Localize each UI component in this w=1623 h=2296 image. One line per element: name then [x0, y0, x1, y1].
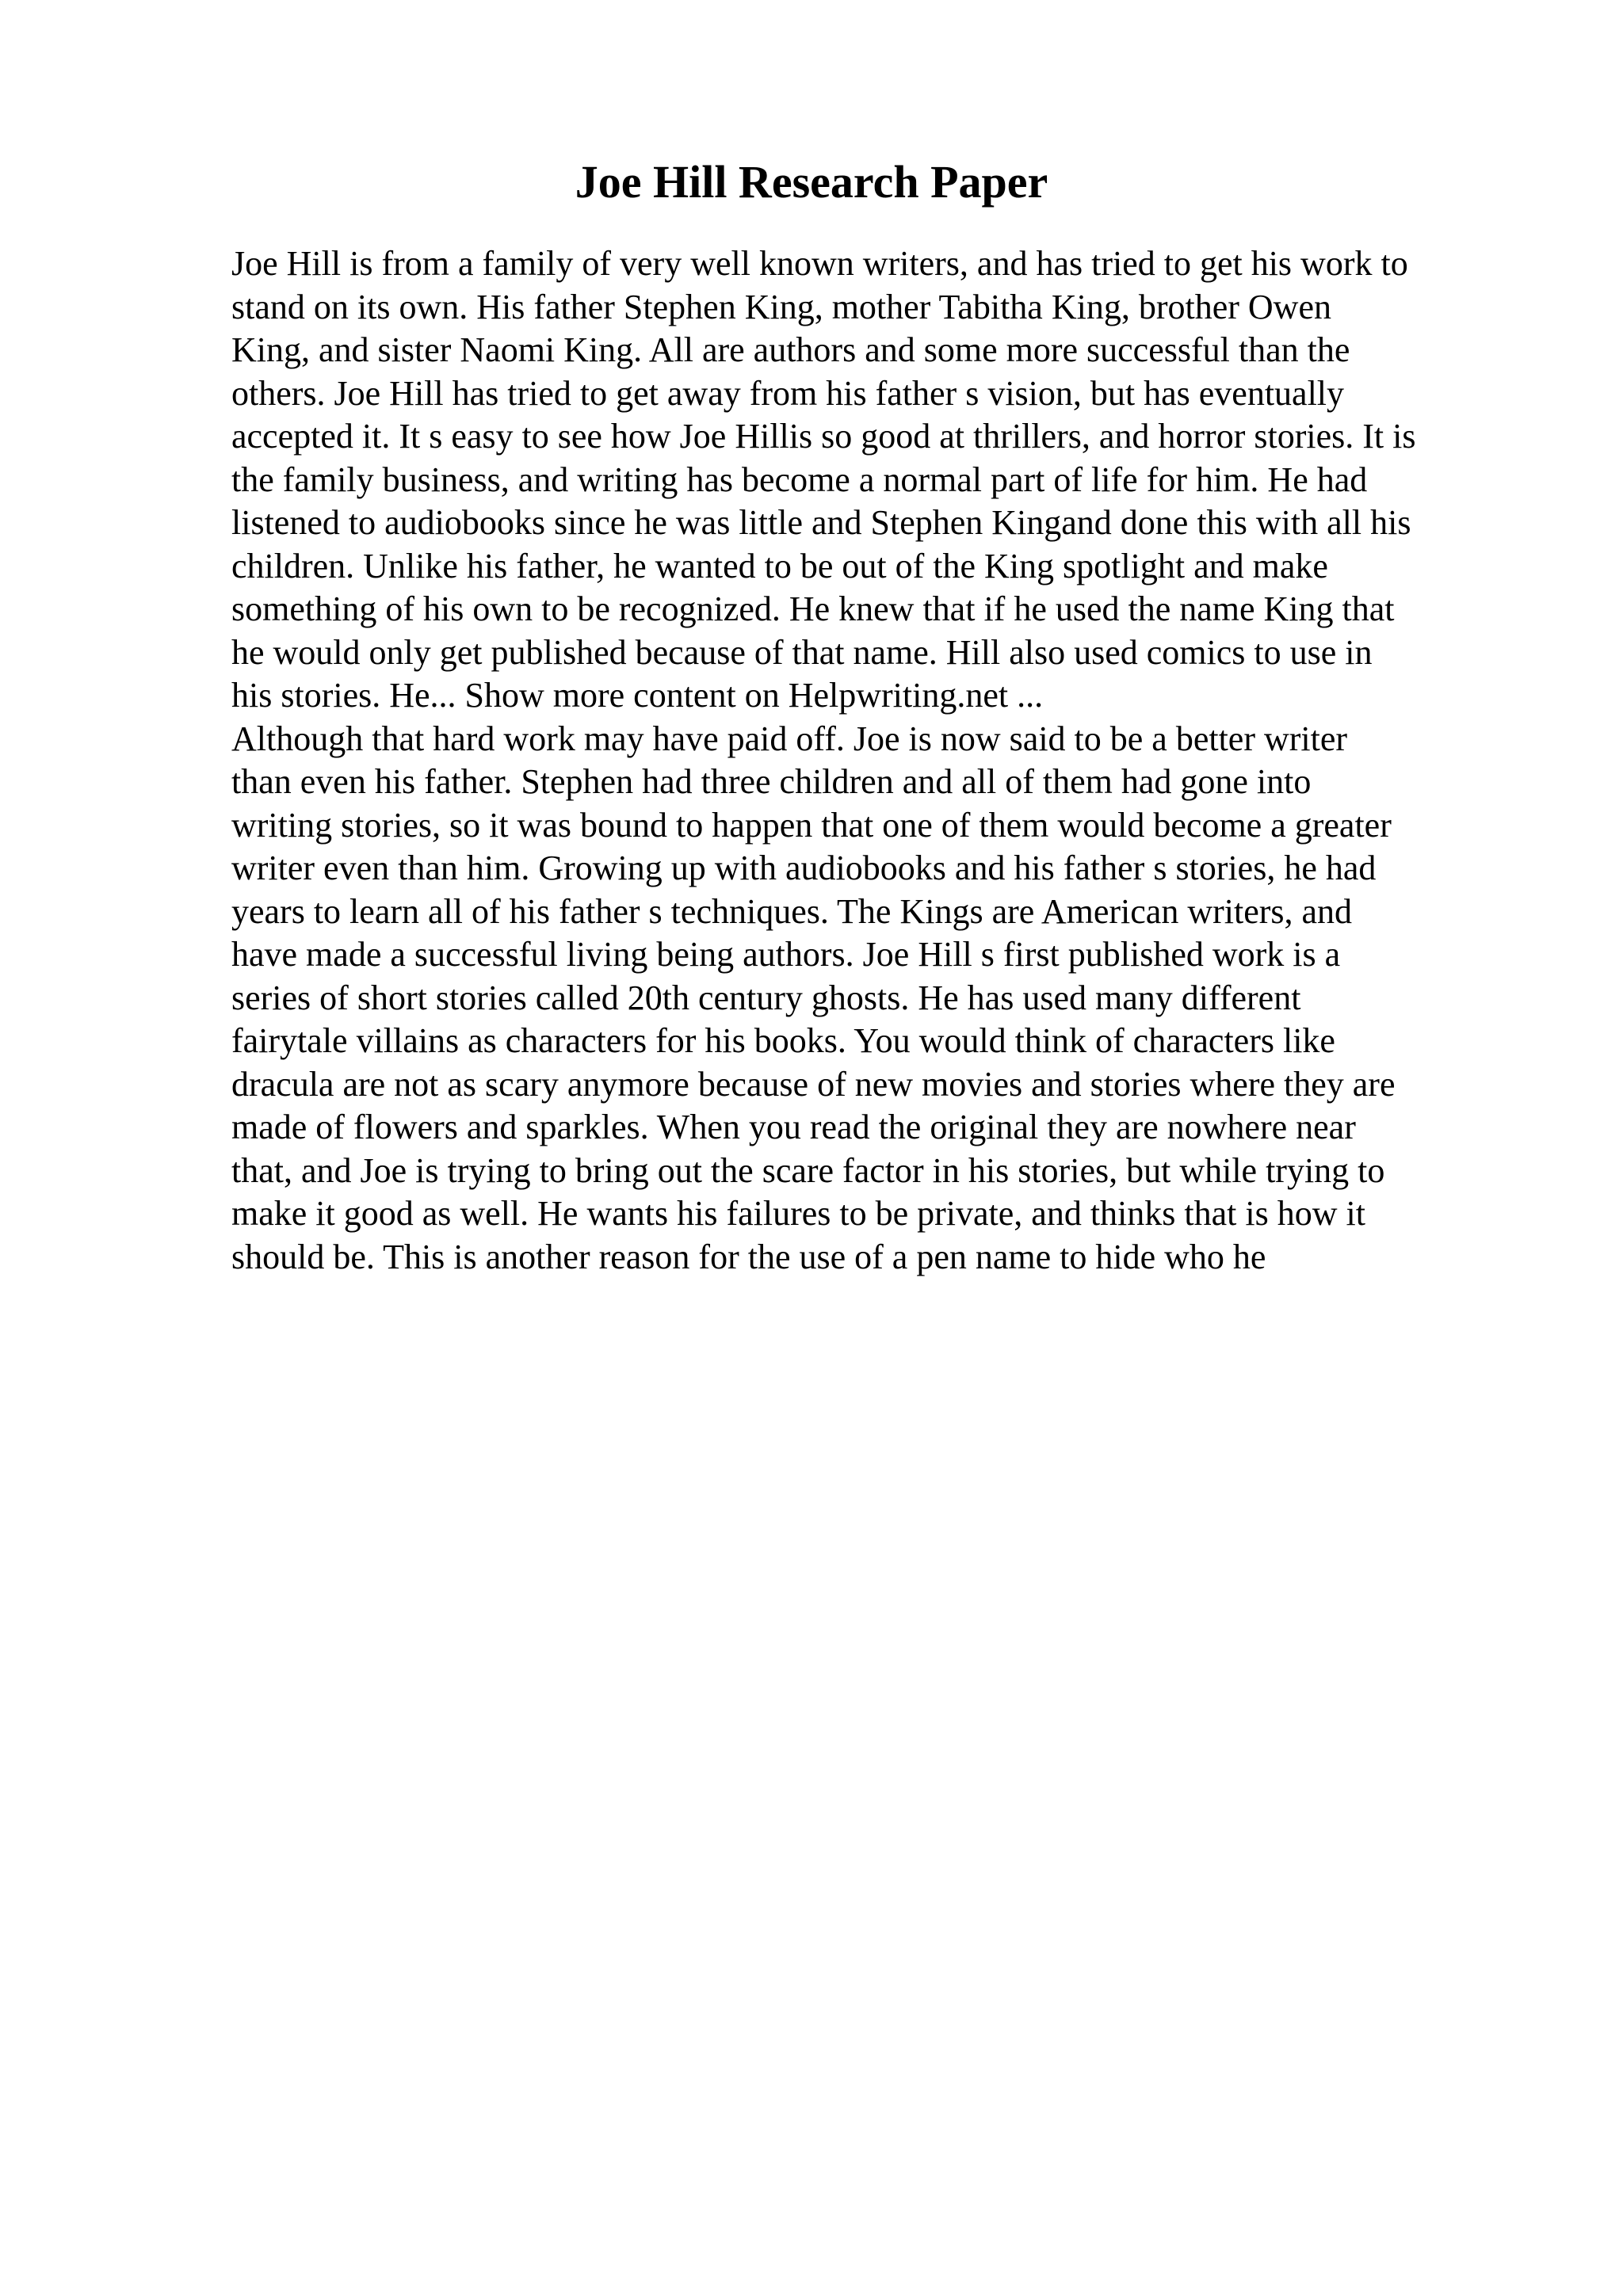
text-line: have made a successful living being authors. Joe Hill s first published work is a: [231, 935, 1341, 974]
text-line: Joe Hill is from a family of very well known writers, and has tried to get his work to: [231, 244, 1408, 283]
text-line: series of short stories called 20th century ghosts. He has used many different: [231, 978, 1301, 1017]
text-line: accepted it. It s easy to see how Joe Hillis so good at thrillers, and horror stories. It is: [231, 417, 1416, 456]
text-line: make it good as well. He wants his failures to be private, and thinks that is how it: [231, 1194, 1365, 1233]
body-text: [231, 242, 1515, 1279]
text-line: Although that hard work may have paid off. Joe is now said to be a better writer: [231, 719, 1348, 758]
text-line: that, and Joe is trying to bring out the scare factor in his stories, but while trying to: [231, 1150, 1385, 1190]
text-line: his stories. He... Show more content on Helpwriting.net ...: [231, 676, 1044, 715]
text-line: listened to audiobooks since he was little and Stephen Kingand done this with all his: [231, 503, 1411, 542]
page-title: Joe Hill Research Paper: [575, 156, 1048, 208]
text-line: years to learn all of his father s techniques. The Kings are American writers, and: [231, 891, 1353, 931]
text-line: stand on its own. His father Stephen King, mother Tabitha King, brother Owen: [231, 287, 1331, 326]
text-line: fairytale villains as characters for his books. You would think of characters like: [231, 1021, 1335, 1060]
text-line: children. Unlike his father, he wanted to be out of the King spotlight and make: [231, 546, 1328, 585]
text-line: others. Joe Hill has tried to get away from his father s vision, but has eventually: [231, 373, 1345, 413]
text-line: he would only get published because of that name. Hill also used comics to use in: [231, 632, 1373, 672]
text-line: made of flowers and sparkles. When you read the original they are nowhere near: [231, 1108, 1356, 1146]
text-line: should be. This is another reason for the use of a pen name to hide who he: [231, 1237, 1266, 1276]
text-line: than even his father. Stephen had three children and all of them had gone into: [231, 762, 1312, 801]
text-line: the family business, and writing has become a normal part of life for him. He had: [231, 460, 1368, 499]
text-line: writing stories, so it was bound to happen that one of them would become a greater: [231, 805, 1392, 845]
text-line: King, and sister Naomi King. All are authors and some more successful than the: [231, 330, 1350, 369]
text-line: dracula are not as scary anymore because of new movies and stories where they are: [231, 1064, 1396, 1104]
text-line: writer even than him. Growing up with audiobooks and his father s stories, he had: [231, 849, 1377, 887]
text-line: something of his own to be recognized. He knew that if he used the name King that: [231, 589, 1395, 628]
